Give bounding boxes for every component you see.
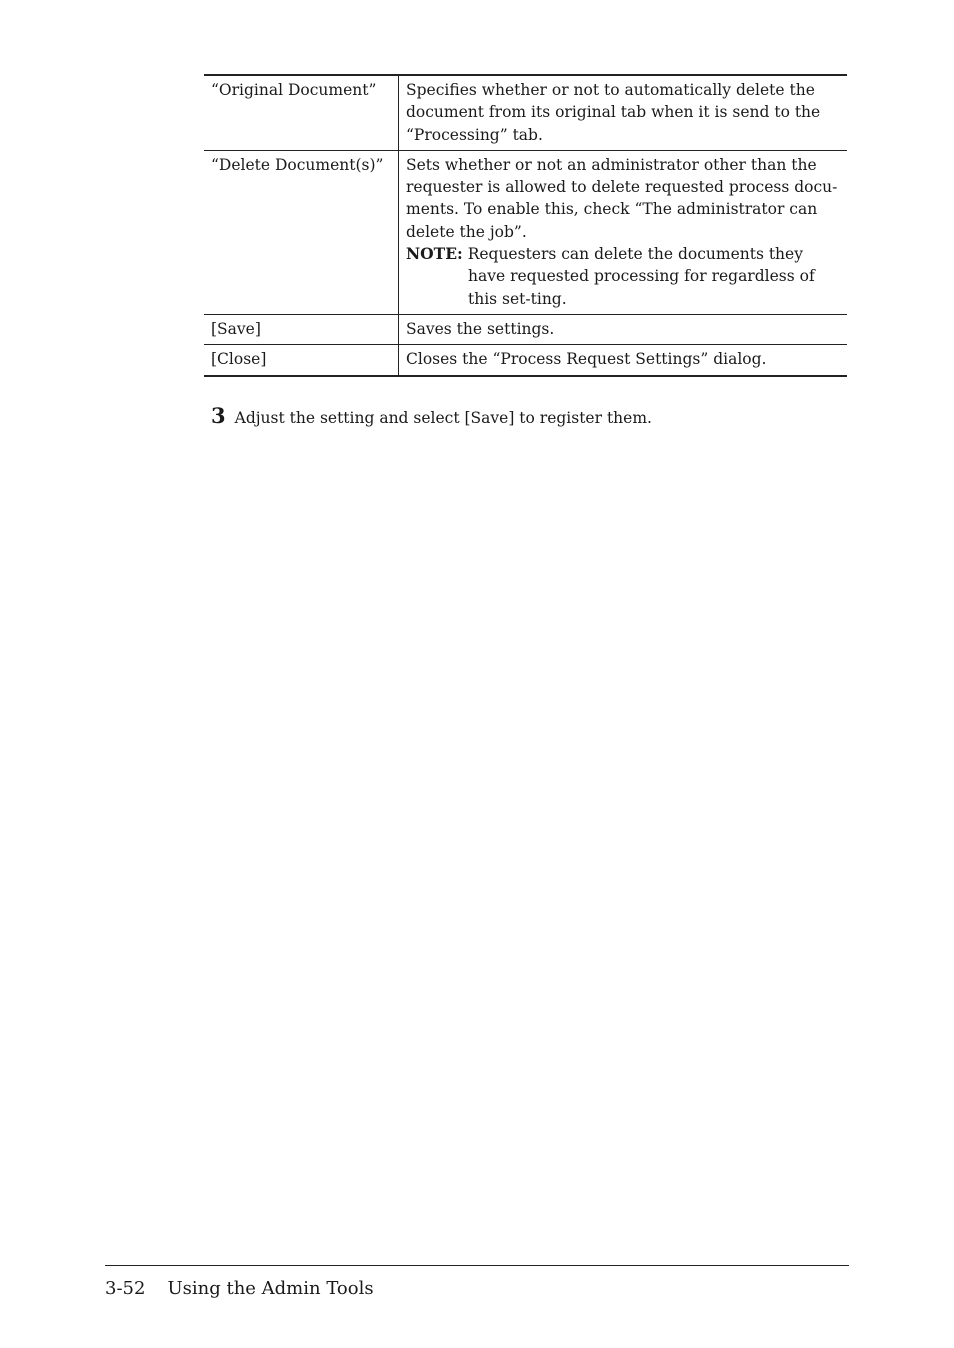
item-name: [Save] (204, 314, 399, 344)
note-text: Requesters can delete the documents they have requested processing for regardless of this set-ting. (467, 245, 815, 308)
page-number: 3-52 (105, 1278, 146, 1299)
table-row (204, 345, 847, 376)
item-description-cell (399, 150, 848, 314)
table-row (204, 314, 847, 344)
step-number: 3 (211, 403, 226, 428)
item-description: Sets whether or not an administrator other than the requester is allowed to delete requested process docu-ments. To enable this, check “The administrator can delete the job”. (406, 155, 838, 241)
item-description: Specifies whether or not to automatically delete the document from its original tab when it is send to the “Processing” tab. (399, 75, 848, 150)
step-text: Adjust the setting and select [Save] to register them. (234, 409, 652, 427)
item-name: “Delete Document(s)” (204, 150, 399, 314)
section-title: Using the Admin Tools (167, 1278, 374, 1299)
table-row (204, 75, 847, 150)
page-footer (105, 1277, 374, 1301)
item-description: Saves the settings. (399, 314, 848, 344)
settings-table (204, 74, 847, 377)
note-label: NOTE: (406, 244, 463, 264)
note (406, 243, 840, 310)
item-name: [Close] (204, 345, 399, 376)
item-description: Closes the “Process Request Settings” dialog. (399, 345, 848, 376)
instruction-step (211, 405, 652, 429)
table-row (204, 150, 847, 314)
footer-divider (105, 1265, 849, 1266)
item-name: “Original Document” (204, 75, 399, 150)
